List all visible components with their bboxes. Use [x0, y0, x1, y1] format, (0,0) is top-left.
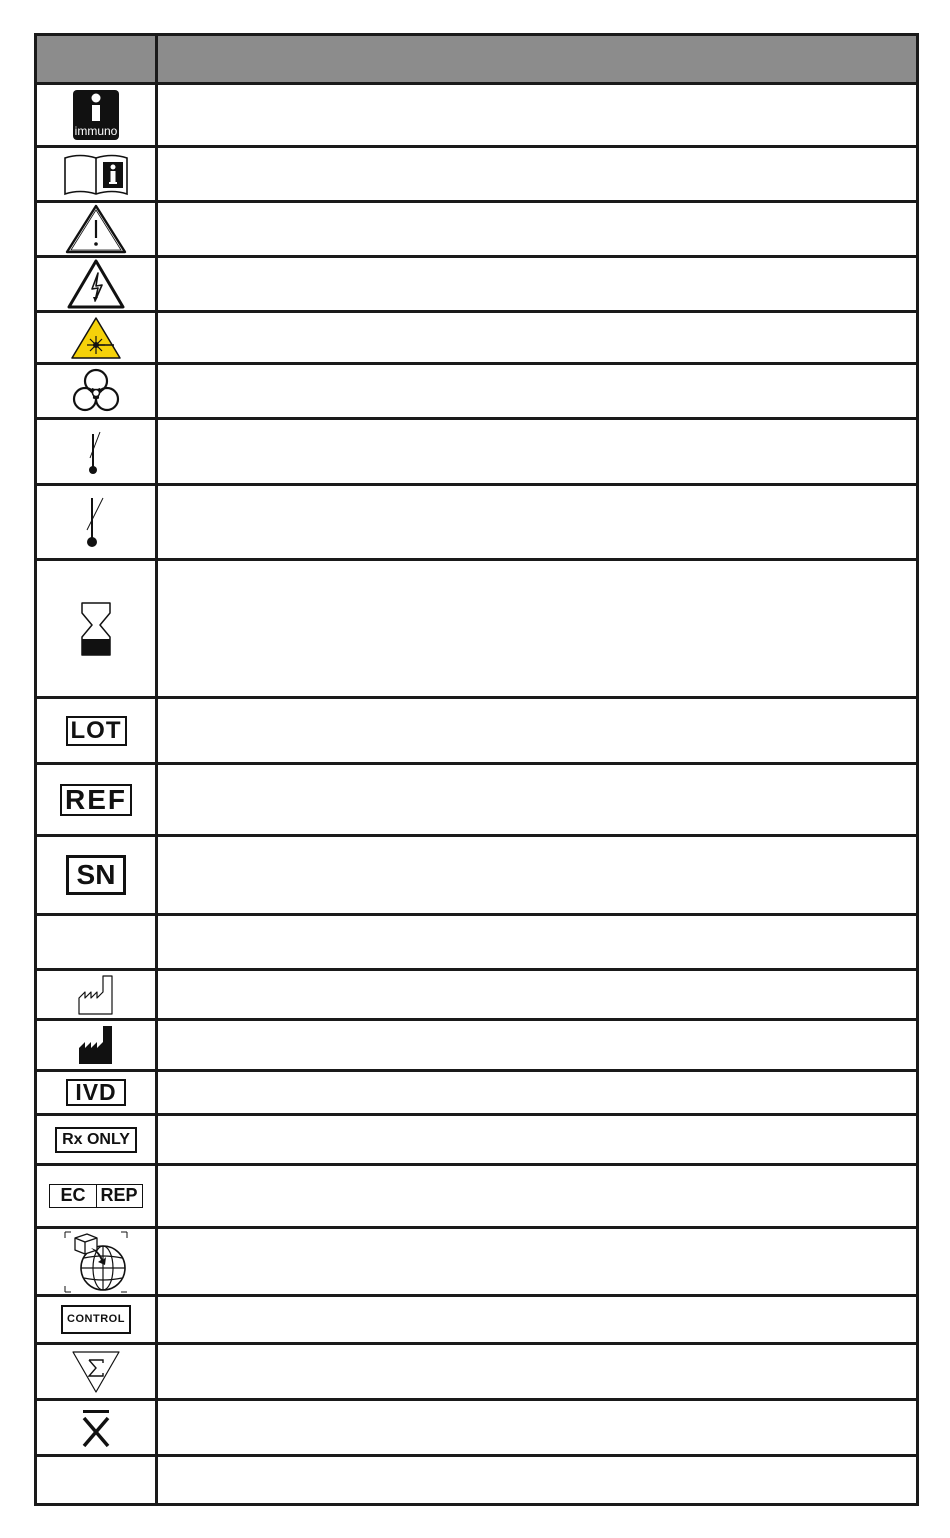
control-label: CONTROL: [61, 1305, 131, 1334]
use-by-hourglass-icon: [80, 601, 112, 657]
table-row: [36, 1400, 918, 1456]
temperature-limit-icon: [84, 428, 108, 476]
table-row: [36, 1020, 918, 1071]
symbol-cell: [36, 698, 157, 764]
manufacturer-icon: [77, 1024, 115, 1066]
rx-only-label: Rx ONLY: [55, 1127, 137, 1153]
description-cell: [157, 419, 918, 485]
rep-text: REP: [100, 1185, 138, 1206]
header-description-cell: [157, 35, 918, 84]
table-row: [36, 698, 918, 764]
description-cell: [157, 84, 918, 147]
description-cell: [157, 970, 918, 1020]
description-cell: [157, 1228, 918, 1296]
symbol-cell: [36, 257, 157, 312]
description-cell: [157, 698, 918, 764]
table-row: [36, 764, 918, 836]
description-cell: [157, 257, 918, 312]
symbol-cell: [36, 1228, 157, 1296]
description-cell: [157, 1456, 918, 1505]
table-row: [36, 364, 918, 419]
description-cell: [157, 915, 918, 970]
symbol-cell: [36, 147, 157, 202]
importer-globe-icon: [63, 1230, 129, 1294]
table-row: [36, 202, 918, 257]
table-row: [36, 147, 918, 202]
symbols-table: [34, 33, 919, 1506]
table-row: [36, 1228, 918, 1296]
symbol-cell: [36, 485, 157, 560]
table-row: [36, 257, 918, 312]
table-row: [36, 84, 918, 147]
description-cell: [157, 764, 918, 836]
symbol-cell: [36, 364, 157, 419]
symbol-cell: [36, 1296, 157, 1344]
symbol-cell: [36, 84, 157, 147]
symbol-cell: [36, 915, 157, 970]
description-cell: [157, 202, 918, 257]
description-cell: [157, 836, 918, 915]
symbol-cell: [36, 1165, 157, 1228]
description-cell: [157, 1115, 918, 1165]
description-cell: [157, 1020, 918, 1071]
table-row: [36, 485, 918, 560]
symbol-cell: [36, 1456, 157, 1505]
symbol-cell: [36, 1115, 157, 1165]
biohazard-icon: [70, 366, 122, 416]
table-row: [36, 1115, 918, 1165]
table-row: [36, 1296, 918, 1344]
description-cell: [157, 1296, 918, 1344]
description-cell: [157, 312, 918, 364]
description-cell: [157, 485, 918, 560]
symbol-cell: [36, 312, 157, 364]
description-cell: [157, 1165, 918, 1228]
table-row: [36, 915, 918, 970]
electrical-hazard-icon: [67, 259, 125, 309]
lot-label: LOT: [66, 716, 127, 746]
symbol-cell: [36, 202, 157, 257]
description-cell: [157, 1071, 918, 1115]
symbol-cell: [36, 970, 157, 1020]
table-header-row: [36, 35, 918, 84]
date-of-manufacture-icon: [77, 974, 115, 1016]
description-cell: [157, 364, 918, 419]
symbol-cell: [36, 560, 157, 698]
symbol-cell: [36, 1020, 157, 1071]
table-row: [36, 1071, 918, 1115]
ec-text: EC: [50, 1185, 96, 1207]
x-bar-icon: [79, 1408, 113, 1448]
ivd-label: IVD: [66, 1079, 125, 1106]
temperature-range-icon: [83, 494, 109, 550]
description-cell: [157, 1344, 918, 1400]
symbol-cell: [36, 764, 157, 836]
table-row: [36, 312, 918, 364]
table-row: [36, 970, 918, 1020]
table-row: [36, 419, 918, 485]
sn-label: SN: [66, 855, 127, 895]
caution-icon: [65, 204, 127, 254]
table-row: [36, 836, 918, 915]
table-row: [36, 1165, 918, 1228]
table-row: [36, 1456, 918, 1505]
table-row: [36, 1344, 918, 1400]
immuno-text: immuno: [74, 124, 118, 138]
laser-hazard-icon: [70, 316, 122, 360]
symbol-cell: [36, 419, 157, 485]
symbol-cell: [36, 836, 157, 915]
sigma-tests-icon: [71, 1350, 121, 1394]
ref-label: REF: [60, 784, 132, 816]
symbol-cell: [36, 1344, 157, 1400]
table-row: [36, 560, 918, 698]
symbol-cell: [36, 1400, 157, 1456]
description-cell: [157, 147, 918, 202]
symbol-cell: [36, 1071, 157, 1115]
immuno-info-icon: [72, 89, 120, 141]
description-cell: [157, 1400, 918, 1456]
header-symbol-cell: [36, 35, 157, 84]
description-cell: [157, 560, 918, 698]
ec-rep-label: [49, 1184, 142, 1208]
instructions-icon: [63, 152, 129, 196]
